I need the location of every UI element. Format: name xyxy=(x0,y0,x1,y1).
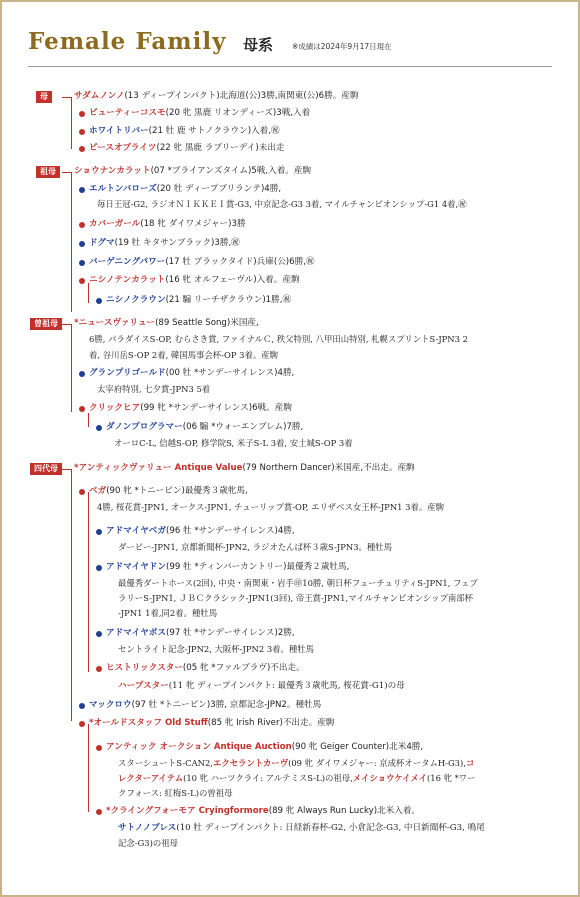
horse-info: (06 騸 *ウォーエンブレム)7勝, xyxy=(182,422,304,432)
offspring-entry xyxy=(89,700,321,711)
horse-name: カバーガール xyxy=(89,219,141,229)
horse-info: (05 牝 *ファルブラヴ)不出走。 xyxy=(182,663,305,673)
horse-info: (79 Northern Dancer)米国産,不出走。産駒 xyxy=(242,463,415,473)
horse-name: ホワイトリバー xyxy=(89,126,149,136)
offspring-entry xyxy=(106,806,420,817)
race-record: レクターアイテム(10 牝 ハーツクライ: アルテミスS-L)の祖母,メイショウケイメイ(16 牝 *ワー xyxy=(118,773,476,783)
offspring-entry xyxy=(89,257,315,268)
offspring-entry xyxy=(106,562,349,573)
bullet-red xyxy=(79,146,85,152)
horse-info: (97 牡 *サンデーサイレンス)2勝, xyxy=(166,628,295,638)
horse-info: (17 牡 ブラックタイド)兵庫(公)6勝,㊗ xyxy=(165,257,315,267)
horse-name: ピースオブライツ xyxy=(89,143,157,153)
race-record: -JPN1 1着,同2着。種牡馬 xyxy=(118,608,218,618)
horse-info: (99 牡 *ティンバーカントリー)最優秀２歳牡馬, xyxy=(166,562,350,572)
bullet-red xyxy=(79,222,85,228)
results-date-note: ※成績は2024年9月17日現在 xyxy=(292,42,392,51)
page-title: Female Family xyxy=(28,28,227,55)
bullet-red xyxy=(79,489,85,495)
horse-name: ショウナンカラット xyxy=(74,166,151,176)
horse-info: (19 牡 キタサンブラック)3勝,㊗ xyxy=(114,238,240,248)
horse-info: (07 *ブライアンズタイム)5戦,入着。産駒 xyxy=(150,166,312,176)
horse-info: (90 牝 *トニービン)最優秀３歳牝馬, xyxy=(106,486,248,496)
horse-name: ビューティーコスモ xyxy=(89,108,166,118)
horse-info: (89 Seattle Song)米国産, xyxy=(155,318,259,328)
bullet-blue xyxy=(96,425,102,431)
offspring-entry xyxy=(106,526,295,537)
badge-granddam: 祖母 xyxy=(36,166,60,178)
horse-name: *アンティックヴァリュー Antique Value xyxy=(74,463,243,473)
horse-info: (99 牝 *サンデーサイレンス)6戦。産駒 xyxy=(140,403,292,413)
horse-name: ベガ xyxy=(89,486,107,496)
horse-name: *オールドスタッフ Old Stuff xyxy=(89,718,208,728)
badge-dam: 母 xyxy=(36,91,52,103)
fourth-dam-entry xyxy=(74,463,415,474)
race-record: 毎日王冠-G2, ラジオＮＩＫＫＥＩ賞-G3, 中京記念-G3 3着, マイルチャンピオンシップ-G1 4着,㊗ xyxy=(97,199,467,209)
horse-info: (00 牡 *サンデーサイレンス)4勝, xyxy=(165,368,295,378)
horse-name: ヒストリックスター xyxy=(106,663,183,673)
horse-info: (96 牡 *サンデーサイレンス)4勝, xyxy=(166,526,295,536)
horse-info: (21 牡 鹿 サトノクラウン)入着,㊗ xyxy=(148,126,280,136)
offspring-entry xyxy=(89,143,284,154)
bullet-red xyxy=(96,666,102,672)
race-record: セントライト記念-JPN2, 大阪杯-JPN2 3着。種牡馬 xyxy=(118,644,315,654)
bullet-red xyxy=(79,111,85,117)
horse-info: (90 牝 Geiger Counter)北米4勝, xyxy=(291,742,424,752)
dam-info: (13 ディープインパクト)北海道(公)3勝,南関東(公)6勝。産駒 xyxy=(124,91,359,101)
connector-line xyxy=(88,283,89,303)
offspring-entry xyxy=(89,368,294,379)
horse-name: バーゲニングパワー xyxy=(89,257,166,267)
horse-name: サトノノブレス xyxy=(118,823,177,833)
offspring-entry xyxy=(106,742,423,753)
race-record: オーロC-L, 信越S-OP, 修学院S, 米子S-L 3着, 安土城S-OP 3着 xyxy=(114,438,353,448)
offspring-entry xyxy=(89,126,280,137)
horse-name: アドマイヤボス xyxy=(106,628,166,638)
race-record: スターシュートS-CAN2,エクセラントカーヴ(09 牝 ダイワメジャー: 京成杯オータムH-G3),コ xyxy=(118,758,475,768)
connector-line xyxy=(62,324,72,325)
bullet-red xyxy=(96,745,102,751)
connector-line xyxy=(62,469,72,470)
horse-info: (20 牡 ディープブリランテ)4勝, xyxy=(156,184,282,194)
offspring-entry xyxy=(118,823,485,834)
offspring-entry xyxy=(89,238,240,249)
bullet-blue xyxy=(96,631,102,637)
horse-name: *クライングフォーモア Cryingformore xyxy=(106,806,269,816)
race-record: 4勝, 桜花賞-JPN1, オークス-JPN1, チューリップ賞-OP, エリザベス女王杯-JPN1 3着。産駒 xyxy=(97,502,444,512)
race-record: 太宰府特別, 七夕賞-JPN3 5着 xyxy=(97,384,211,394)
connector-line xyxy=(71,469,72,721)
horse-name: ニシノテンカラット xyxy=(89,275,166,285)
race-record: 6勝, パラダイスS-OP, むらさき賞, ファイナルＣ, 秩父特別, 八甲田山特別, 札幌スプリントS-JPN3 2 xyxy=(89,334,468,344)
horse-name: *ニュースヴァリュー xyxy=(74,318,156,328)
connector-line xyxy=(62,97,72,98)
race-record: クフォース: 紅梅S-L)の曽祖母 xyxy=(118,788,233,798)
offspring-entry xyxy=(89,403,292,414)
offspring-entry xyxy=(89,275,300,286)
bullet-red xyxy=(79,129,85,135)
bullet-red xyxy=(79,406,85,412)
horse-name: ドグマ xyxy=(89,238,115,248)
offspring-entry xyxy=(106,628,295,639)
bullet-red xyxy=(96,809,102,815)
race-record: 記念-G3)の祖母 xyxy=(118,838,178,848)
connector-line xyxy=(88,724,89,812)
bullet-blue xyxy=(96,529,102,535)
horse-name: マックロウ xyxy=(89,700,132,710)
horse-info: (89 牝 Always Run Lucky)北米入着。 xyxy=(268,806,421,816)
badge-great-granddam: 曽祖母 xyxy=(30,318,62,330)
horse-name: ニシノクラウン xyxy=(106,295,166,305)
offspring-entry xyxy=(89,486,248,497)
horse-info: (97 牡 *トニービン)3勝, 京都記念-JPN2。種牡馬 xyxy=(131,700,322,710)
horse-name: エルトンバローズ xyxy=(89,184,157,194)
bullet-blue xyxy=(79,187,85,193)
race-record: ラリーS-JPN1, ＪＢＣクラシック-JPN1(3回), 帝王賞-JPN1,マイルチャンピオンシップ南部杯 xyxy=(118,593,473,603)
horse-name: ハープスター xyxy=(118,681,169,691)
page-title-jp: 母系 xyxy=(243,36,274,54)
offspring-entry xyxy=(106,663,305,674)
dam-entry xyxy=(74,91,358,102)
horse-name: アンティック オークション Antique Auction xyxy=(106,742,292,752)
offspring-entry xyxy=(89,184,281,195)
bullet-blue xyxy=(96,298,102,304)
bullet-blue xyxy=(79,371,85,377)
horse-name: グランプリゴールド xyxy=(89,368,166,378)
horse-info: (16 牝 オルフェーヴル)入着。産駒 xyxy=(165,275,300,285)
connector-line xyxy=(88,413,89,427)
connector-line xyxy=(62,172,72,173)
connector-line xyxy=(88,492,89,672)
offspring-entry xyxy=(89,718,334,729)
bullet-blue xyxy=(79,260,85,266)
bullet-red xyxy=(79,278,85,284)
offspring-entry xyxy=(106,295,291,306)
connector-line xyxy=(71,97,72,149)
offspring-entry xyxy=(89,108,310,119)
bullet-red xyxy=(79,721,85,727)
great-granddam-entry xyxy=(74,318,259,329)
horse-name: アドマイヤドン xyxy=(106,562,166,572)
race-record: 最優秀ダートホース(2回), 中央・南関東・岩手㊞10勝, 朝日杯フューチュリティS-JPN1, フェブ xyxy=(118,578,478,588)
connector-line xyxy=(71,172,72,312)
horse-info: (22 牝 黒鹿 ラブリーデイ)未出走 xyxy=(156,143,285,153)
horse-info: (85 牝 Irish River)不出走。産駒 xyxy=(207,718,335,728)
bullet-blue xyxy=(79,703,85,709)
granddam-entry xyxy=(74,166,311,177)
offspring-entry xyxy=(118,681,405,692)
horse-info: (11 牝 ディープインパクト: 最優秀３歳牝馬, 桜花賞-G1)の母 xyxy=(168,681,405,691)
dam-name: サダムノンノ xyxy=(74,91,125,101)
badge-4th-dam: 四代母 xyxy=(30,463,62,475)
connector-line xyxy=(71,324,72,412)
horse-name: クリックヒア xyxy=(89,403,141,413)
horse-info: (21 騸 リーチザクラウン)1勝,㊗ xyxy=(165,295,292,305)
offspring-entry xyxy=(106,422,303,433)
race-record: ダービー-JPN1, 京都新聞杯-JPN2, ラジオたんぱ杯３歳S-JPN3。種牡馬 xyxy=(118,542,393,552)
race-record: 着, 谷川岳S-OP 2着, 韓国馬事会杯-OP 3着。産駒 xyxy=(89,350,278,360)
horse-info: (18 牝 ダイワメジャー)3勝 xyxy=(140,219,246,229)
bullet-blue xyxy=(79,241,85,247)
offspring-entry xyxy=(89,219,246,230)
horse-name: アドマイヤベガ xyxy=(106,526,166,536)
horse-info: (10 牡 ディープインパクト: 日経新春杯-G2, 小倉記念-G3, 中日新聞杯-G3, 鳴尾 xyxy=(176,823,485,833)
horse-info: (20 牝 黒鹿 リオンディーズ)3戦,入着 xyxy=(165,108,311,118)
bullet-blue xyxy=(96,565,102,571)
horse-name: ダノンプログラマー xyxy=(106,422,183,432)
